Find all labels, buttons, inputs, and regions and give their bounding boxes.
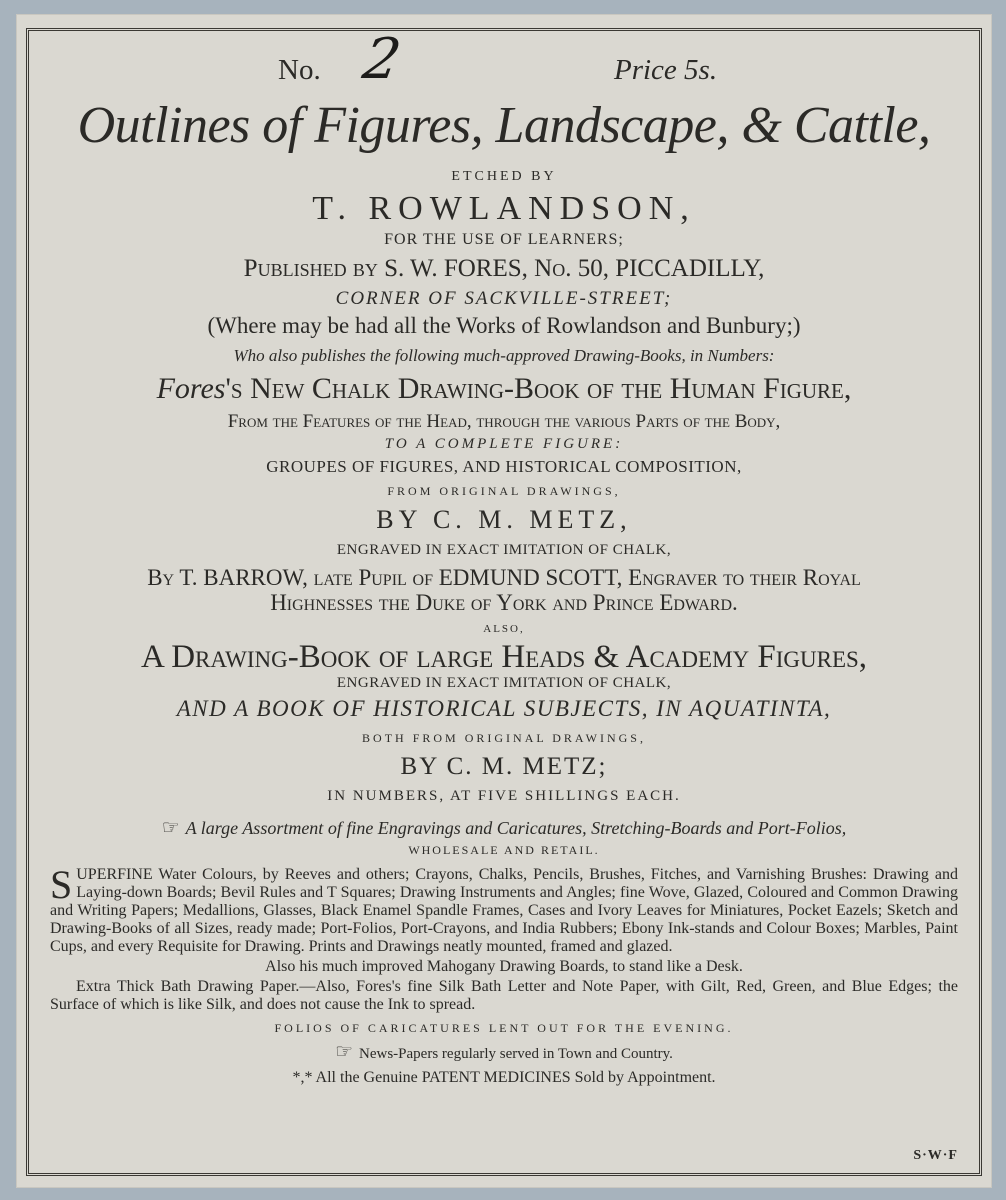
both-from-line: BOTH FROM ORIGINAL DRAWINGS, [362,731,646,745]
complete-figure-line: TO A COMPLETE FIGURE: [384,436,624,452]
barrow-line-1: By T. BARROW, late Pupil of EDMUND SCOTT, Engraver to their Royal [147,565,861,590]
for-use-line: FOR THE USE OF LEARNERS; [384,231,624,248]
metz-line: BY C. M. METZ, [376,505,632,534]
price-numbers-line: IN NUMBERS, AT FIVE SHILLINGS EACH. [327,788,681,804]
from-features-line: From the Features of the Head, through the various Parts of the Body, [227,411,781,432]
aquatinta-line: AND A BOOK OF HISTORICAL SUBJECTS, IN AQUATINTA, [176,696,832,721]
advertisement-content [46,27,962,1086]
number-label: No. [278,54,321,86]
where-line: (Where may be had all the Works of Rowlandson and Bunbury;) [207,313,801,338]
wholesale-line: WHOLESALE AND RETAIL. [408,843,600,857]
bath-paper-paragraph: Extra Thick Bath Drawing Paper.—Also, Fores's fine Silk Bath Letter and Note Paper, with Gilt, Red, Green, and Blue Edges; the Surface of which is like Silk, and does not cause the Ink to spread. [50,978,958,1013]
fores-book-title [46,374,962,404]
superfine-text: UPERFINE Water Colours, by Reeves and others; Crayons, Chalks, Pencils, Brushes, Fitches, and Varnishing Brushes: Drawing and Laying-down Boards; Bevil Rules and T Squares; Drawing Instruments and Angles; fine Wove, Glazed, Coloured and Common Drawing and Writing Papers; Medallions, Glasses, Black Enamel Spandle Frames, Cases and Ivory Leaves for Miniatures, Pocket Eazels; Sketch and Drawing-Books of all Sizes, ready made; Port-Folios, Port-Crayons, and India Rubbers; Ebony Ink-stands and Colour Boxes; Marbles, Paint Cups, and every Requisite for Drawing. Prints and Drawings neatly mounted, framed and glazed. [50,866,958,955]
swf-mark: S·W·F [913,1148,958,1163]
who-also-line: Who also publishes the following much-approved Drawing-Books, in Numbers: [233,346,775,365]
etched-by-line: ETCHED BY [451,169,557,184]
folios-line: FOLIOS OF CARICATURES LENT OUT FOR THE EVENING. [274,1021,734,1035]
handwritten-number: 2 [358,27,406,92]
also-line: ALSO, [483,623,525,635]
engraved-line: ENGRAVED IN EXACT IMITATION OF CHALK, [336,542,672,558]
superfine-paragraph [46,862,962,956]
fores-book-rest: 's New Chalk Drawing-Book of the Human Figure, [225,372,852,405]
pointing-hand-icon: ☞ [335,1041,354,1063]
from-original-line: FROM ORIGINAL DRAWINGS, [387,484,621,498]
engraved-line-2: ENGRAVED IN EXACT IMITATION OF CHALK, [336,675,672,691]
artist-name: T. ROWLANDSON, [312,190,696,227]
large-heads-title: A Drawing-Book of large Heads & Academy Figures, [140,639,868,675]
metz-line-2: BY C. M. METZ; [400,753,608,780]
newspapers-text: News-Papers regularly served in Town and Country. [359,1046,673,1062]
document-sheet [16,14,992,1188]
price-label: Price 5s. [614,54,718,86]
mahogany-line: Also his much improved Mahogany Drawing Boards, to stand like a Desk. [265,958,743,975]
patent-medicines-line: *,* All the Genuine PATENT MEDICINES Sold by Appointment. [292,1069,716,1086]
header-line [46,27,962,92]
drop-cap: S [50,862,73,907]
pointing-hand-icon: ☞ [161,817,180,839]
newspapers-line [46,1042,962,1062]
barrow-line-2: Highnesses the Duke of York and Prince Edward. [270,590,738,615]
page-title: Outlines of Figures, Landscape, & Cattle, [77,97,931,154]
assortment-line [46,818,962,838]
assortment-text: A large Assortment of fine Engravings and Caricatures, Stretching-Boards and Port-Folios, [185,818,847,838]
publisher-line: Published by S. W. FORES, No. 50, PICCADILLY, [243,255,765,282]
fores-name: Fores [156,372,226,405]
groupes-line: GROUPES OF FIGURES, AND HISTORICAL COMPOSITION, [266,457,742,476]
address-line: CORNER OF SACKVILLE-STREET; [335,288,673,309]
